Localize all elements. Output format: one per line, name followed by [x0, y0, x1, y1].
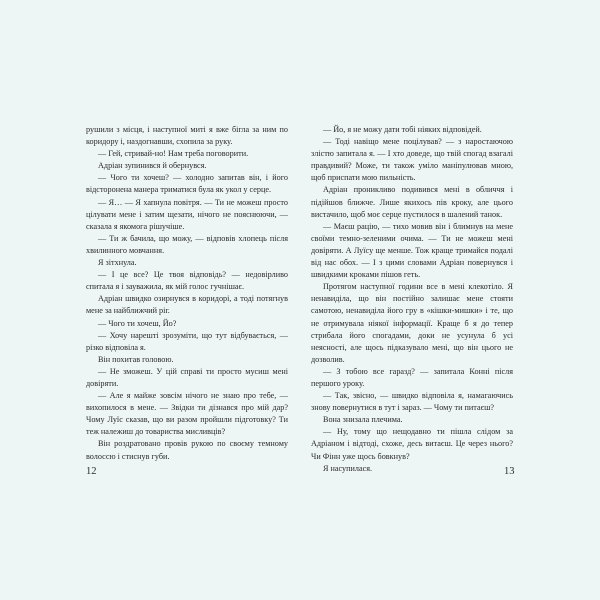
paragraph: Протягом наступної години все в мені клекотіло. Я ненавиділа, що він постійно залишає мене стояти самотою, ненавиділа його гру в «кішки-мишки» і те, що не отримувала ніякої інформації. Краще б я до тепер стрибала його спогадами, доки не усунула б усі неясності, але щось підказувало мені, що він цього не дозволив.: [311, 282, 513, 364]
paragraph: — Тоді навіщо мене поцілував? — з наростаючою злістю запитала я. — І хто доведе, що твій спогад взагалі правдивий? Може, ти також уміло маніпулював мною, щоб приспати мою пильність.: [311, 137, 513, 183]
paragraph: — Ти ж бачила, що можу, — відповів хлопець після хвилинного мовчання.: [86, 233, 288, 255]
paragraph: рушили з місця, і наступної миті я вже бігла за ним по коридору і, наздогнавши, схопила за руку.: [86, 125, 288, 147]
paragraph: — Я… — Я хапнула повітря. — Ти не можеш просто цілувати мене і затим щезати, нічого не пояснюючи, — сказала я якомога рішучіше.: [86, 197, 288, 231]
paragraph: Вона знизала плечима.: [323, 415, 403, 425]
paragraph: Адріан проникливо подивився мені в обличчя і підійшов ближче. Лише якихось пів кроку, але цього вистачило, щоб моє серце пустилося в шалений танок.: [311, 185, 513, 219]
page-number-right: 13: [504, 466, 515, 477]
paragraph: Він роздратовано провів рукою по своєму темному волоссю і стиснув губи.: [86, 439, 288, 461]
paragraph: Я зітхнула.: [98, 258, 137, 268]
right-page: [311, 124, 513, 475]
paragraph: — Маєш рацію, — тихо мовив він і блимнув на мене своїми темно-зеленими очима. — Ти не можеш мені довіряти. А Луїсу ще менше. Тож краще тримайся подалі від нас обох. — І з цими словами Адріан повернувся і швидкими кроками пішов геть.: [311, 221, 513, 280]
paragraph: Я насупилася.: [323, 463, 373, 473]
paragraph: Адріан зупинився й обернувся.: [98, 161, 207, 171]
left-page: [86, 124, 288, 463]
paragraph: — Гей, стривай-но! Нам треба поговорити.: [98, 149, 249, 159]
paragraph: — Чого ти хочеш, Йо?: [98, 318, 177, 328]
paragraph: Адріан швидко озирнувся в коридорі, а тоді потягнув мене за найближчий ріг.: [86, 294, 288, 316]
paragraph: Він похитав головою.: [98, 354, 174, 364]
paragraph: — Але я майже зовсім нічого не знаю про тебе, — вихопилося в мене. — Звідки ти дізнався про мій дар? Чому Луїс сказав, що ви разом пройшли підготовку? Ти теж належиш до товариства мисливців?: [86, 391, 288, 437]
paragraph: — З тобою все гаразд? — запитала Конні після першого уроку.: [311, 366, 513, 388]
paragraph: — Не зможеш. У цій справі ти просто мусиш мені довіряти.: [86, 366, 288, 388]
paragraph: — Чого ти хочеш? — холодно запитав він, і його відсторонена манера триматися була як укол у серце.: [86, 173, 288, 195]
paragraph: — Йо, я не можу дати тобі ніяких відповідей.: [323, 125, 482, 134]
paragraph: — Хочу нарешті зрозуміти, що тут відбувається, — різко відповіла я.: [86, 330, 288, 352]
paragraph: — Так, звісно, — швидко відповіла я, намагаючись знову повернутися в тут і зараз. — Чому ти питаєш?: [311, 391, 513, 413]
paragraph: — І це все? Це твоя відповідь? — недовірливо спитала я і зауважила, як мій голос гучнішає.: [86, 270, 288, 292]
paragraph: — Ну, тому що нещодавно ти пішла слідом за Адріаном і відтоді, схоже, десь витаєш. Це через нього? Чи Фінн уже щось бовкнув?: [311, 427, 513, 461]
page-number-left: 12: [86, 466, 97, 477]
